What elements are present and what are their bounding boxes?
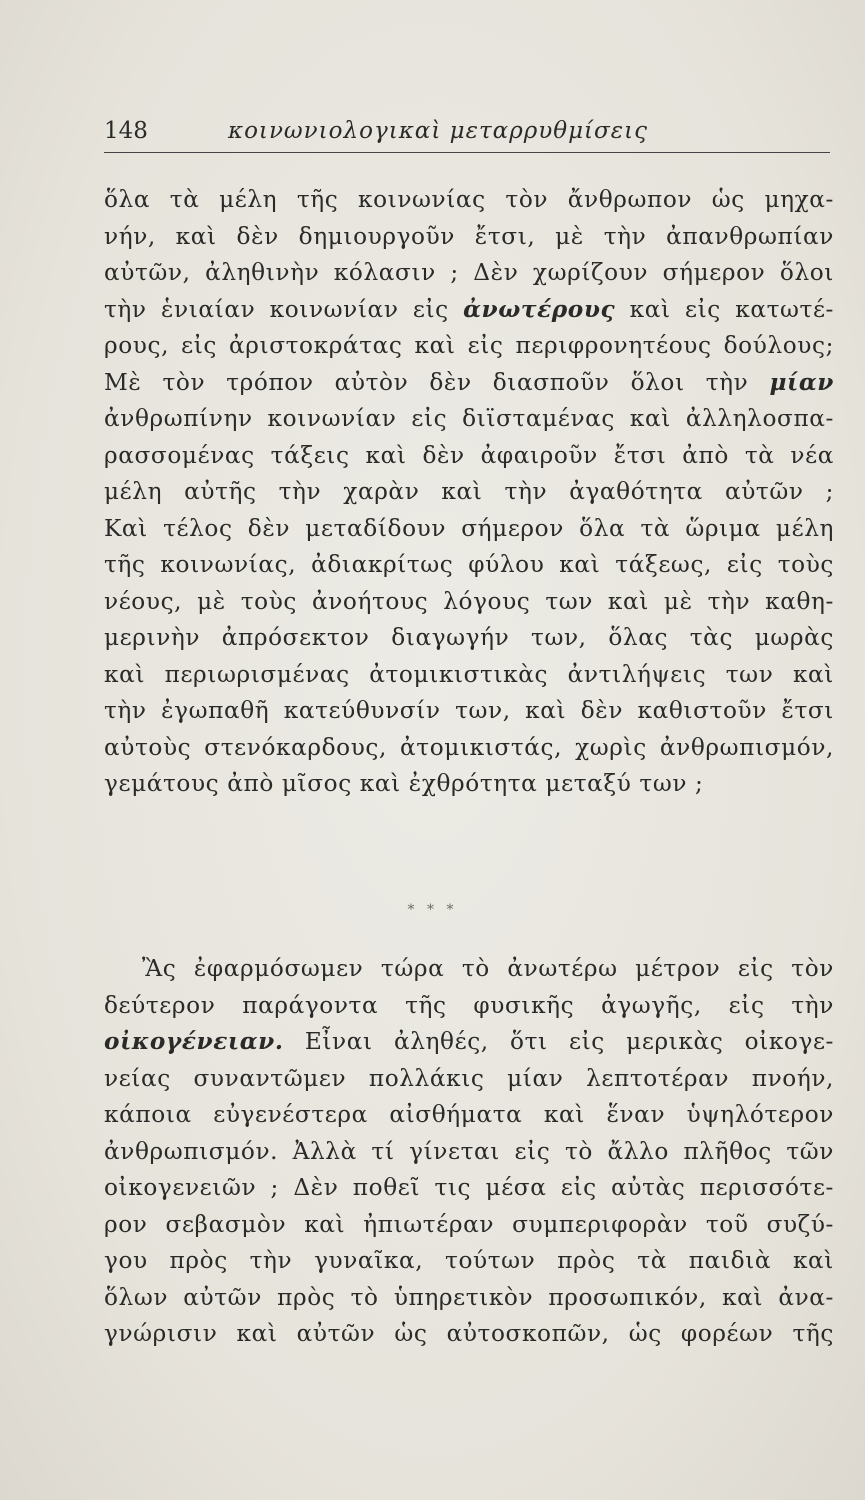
text-line: οἰκογενειῶν ; Δὲν ποθεῖ τις μέσα εἰς αὐτὰς περισσότε-	[104, 1174, 834, 1201]
text-line: ρον σεβασμὸν καὶ ἠπιωτέραν συμπεριφορὰν τοῦ συζύ-	[104, 1210, 834, 1238]
text-line: κάποια εὐγενέστερα αἰσθήματα καὶ ἕναν ὑψηλότερον	[104, 1101, 834, 1128]
text-line: μέλη αὐτῆς τὴν χαρὰν καὶ τὴν ἀγαθότητα αὐτῶν ;	[104, 478, 834, 505]
text-line: καὶ περιωρισμένας ἀτομικιστικὰς ἀντιλήψεις των καὶ	[104, 660, 834, 688]
paragraph-2	[104, 951, 834, 1353]
text-line: αὐτοὺς στενόκαρδους, ἀτομικιστάς, χωρὶς ἀνθρωπισμόν,	[104, 733, 834, 761]
text-line: νέους, μὲ τοὺς ἀνοήτους λόγους των καὶ μὲ τὴν καθη-	[104, 587, 834, 615]
text-line: γνώρισιν καὶ αὐτῶν ὡς αὐτοσκοπῶν, ὡς φορέων τῆς	[104, 1320, 834, 1347]
text-line: Μὲ τὸν τρόπον αὐτὸν δὲν διασποῦν ὅλοι τὴν μίαν	[104, 368, 834, 396]
text-line: ἀνθρωπίνην κοινωνίαν εἰς διϊσταμένας καὶ ἀλληλοσπα-	[104, 405, 834, 432]
paragraph-1	[104, 182, 834, 803]
emphasized-word: μίαν	[769, 368, 834, 396]
text-line: τῆς κοινωνίας, ἀδιακρίτως φύλου καὶ τάξεως, εἰς τοὺς	[104, 551, 834, 578]
emphasized-word: ἀνωτέρους	[463, 295, 616, 323]
text-line: αὐτῶν, ἀληθινὴν κόλασιν ; Δὲν χωρίζουν σήμερον ὅλοι	[104, 259, 834, 286]
text-line: μερινὴν ἀπρόσεκτον διαγωγήν των, ὅλας τὰς μωρὰς	[104, 624, 834, 651]
page-header	[104, 118, 830, 153]
text-line: ἀνθρωπισμόν. Ἀλλὰ τί γίνεται εἰς τὸ ἄλλο πλῆθος τῶν	[104, 1137, 834, 1165]
text-line: νήν, καὶ δὲν δημιουργοῦν ἔτσι, μὲ τὴν ἀπανθρωπίαν	[104, 222, 834, 250]
emphasized-word: οἰκογένειαν.	[104, 1028, 284, 1055]
text-line: ρους, εἰς ἀριστοκράτας καὶ εἰς περιφρονητέους δούλους;	[104, 332, 834, 359]
page-number: 148	[104, 118, 148, 144]
text-line: οἰκογένειαν. Εἶναι ἀληθές, ὅτι εἰς μερικὰς οἰκογε-	[104, 1028, 834, 1055]
text-line: ὅλα τὰ μέλη τῆς κοινωνίας τὸν ἄνθρωπον ὡς μηχα-	[104, 186, 834, 213]
text-line: ὅλων αὐτῶν πρὸς τὸ ὑπηρετικὸν προσωπικόν, καὶ ἀνα-	[104, 1283, 834, 1311]
text-line: Ἂς ἐφαρμόσωμεν τώρα τὸ ἀνωτέρω μέτρον εἰς τὸν	[142, 955, 834, 982]
text-line: Καὶ τέλος δὲν μεταδίδουν σήμερον ὅλα τὰ ὥριμα μέλη	[104, 514, 834, 542]
text-line: γεμάτους ἀπὸ μῖσος καὶ ἐχθρότητα μεταξύ των ;	[104, 770, 704, 797]
text-line: δεύτερον παράγοντα τῆς φυσικῆς ἀγωγῆς, εἰς τὴν	[104, 991, 834, 1019]
section-separator: * * *	[407, 902, 458, 918]
text-line: νείας συναντῶμεν πολλάκις μίαν λεπτοτέραν πνοήν,	[104, 1064, 834, 1092]
text-line: τὴν ἑνιαίαν κοινωνίαν εἰς ἀνωτέρους καὶ εἰς κατωτέ-	[104, 295, 834, 323]
running-title: κοινωνιολογικαὶ μεταρρυθμίσεις	[228, 118, 648, 144]
text-line: γου πρὸς τὴν γυναῖκα, τούτων πρὸς τὰ παιδιὰ καὶ	[104, 1247, 834, 1274]
text-line: τὴν ἐγωπαθῆ κατεύθυνσίν των, καὶ δὲν καθιστοῦν ἔτσι	[104, 697, 834, 724]
text-line: ρασσομένας τάξεις καὶ δὲν ἀφαιροῦν ἔτσι ἀπὸ τὰ νέα	[104, 441, 834, 469]
